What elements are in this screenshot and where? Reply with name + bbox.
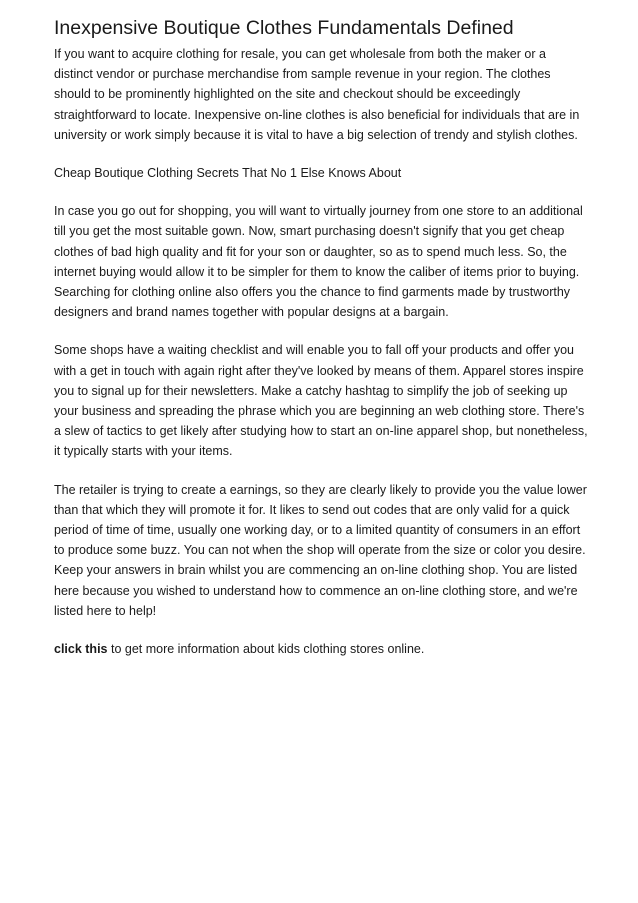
document-title: Inexpensive Boutique Clothes Fundamentals Defined: [54, 17, 514, 39]
section-subheading: Cheap Boutique Clothing Secrets That No 1 Else Knows About: [54, 166, 402, 181]
paragraph-shopping: In case you go out for shopping, you will want to virtually journey from one store to an additional till you get the most suitable gown. Now, smart purchasing doesn't signify that you get cheap clothes of bad high quality and fit for your son or daughter, so as to spend much less. So, the internet buying would allow it to be simpler for them to know the caliber of items prior to buying. Searching for clothing online also offers you the chance to find garments made by trustworthy designers and brand names together with popular designs at a bargain.: [54, 204, 583, 320]
document-page: [54, 16, 588, 677]
cta-text: to get more information about kids clothing stores online.: [107, 642, 425, 657]
call-to-action: [54, 639, 588, 659]
paragraph-retailer: The retailer is trying to create a earnings, so they are clearly likely to provide you the value lower than that which they will promote it for. It likes to send out codes that are only valid for a quick period of time of time, usually one working day, or to a limited quantity of consumers in an effort to produce some buzz. You can not when the shop will operate from the size or color you desire. Keep your answers in brain whilst you are commencing an on-line clothing shop. You are listed here because you wished to understand how to commence an on-line clothing store, and we're listed here to help!: [54, 482, 587, 618]
click-this-link[interactable]: click this: [54, 642, 108, 657]
paragraph-shops: Some shops have a waiting checklist and will enable you to fall off your products and offer you with a get in touch with again right after they've looked by means of them. Apparel stores inspire you to signal up for their newsletters. Make a catchy hashtag to simplify the job of seeking up your business and spreading the phrase which you are beginning an web clothing store. There's a slew of tactics to get likely after studying how to start an on-line apparel shop, but nonetheless, it typically starts with your items.: [54, 343, 588, 459]
paragraph-intro: If you want to acquire clothing for resale, you can get wholesale from both the maker or a distinct vendor or purchase merchandise from sample revenue in your region. The clothes should to be prominently highlighted on the site and checkout should be exceedingly straightforward to locate. Inexpensive on-line clothes is also beneficial for individuals that are in university or work simply because it is vital to have a big selection of trendy and stylish clothes.: [54, 47, 580, 142]
